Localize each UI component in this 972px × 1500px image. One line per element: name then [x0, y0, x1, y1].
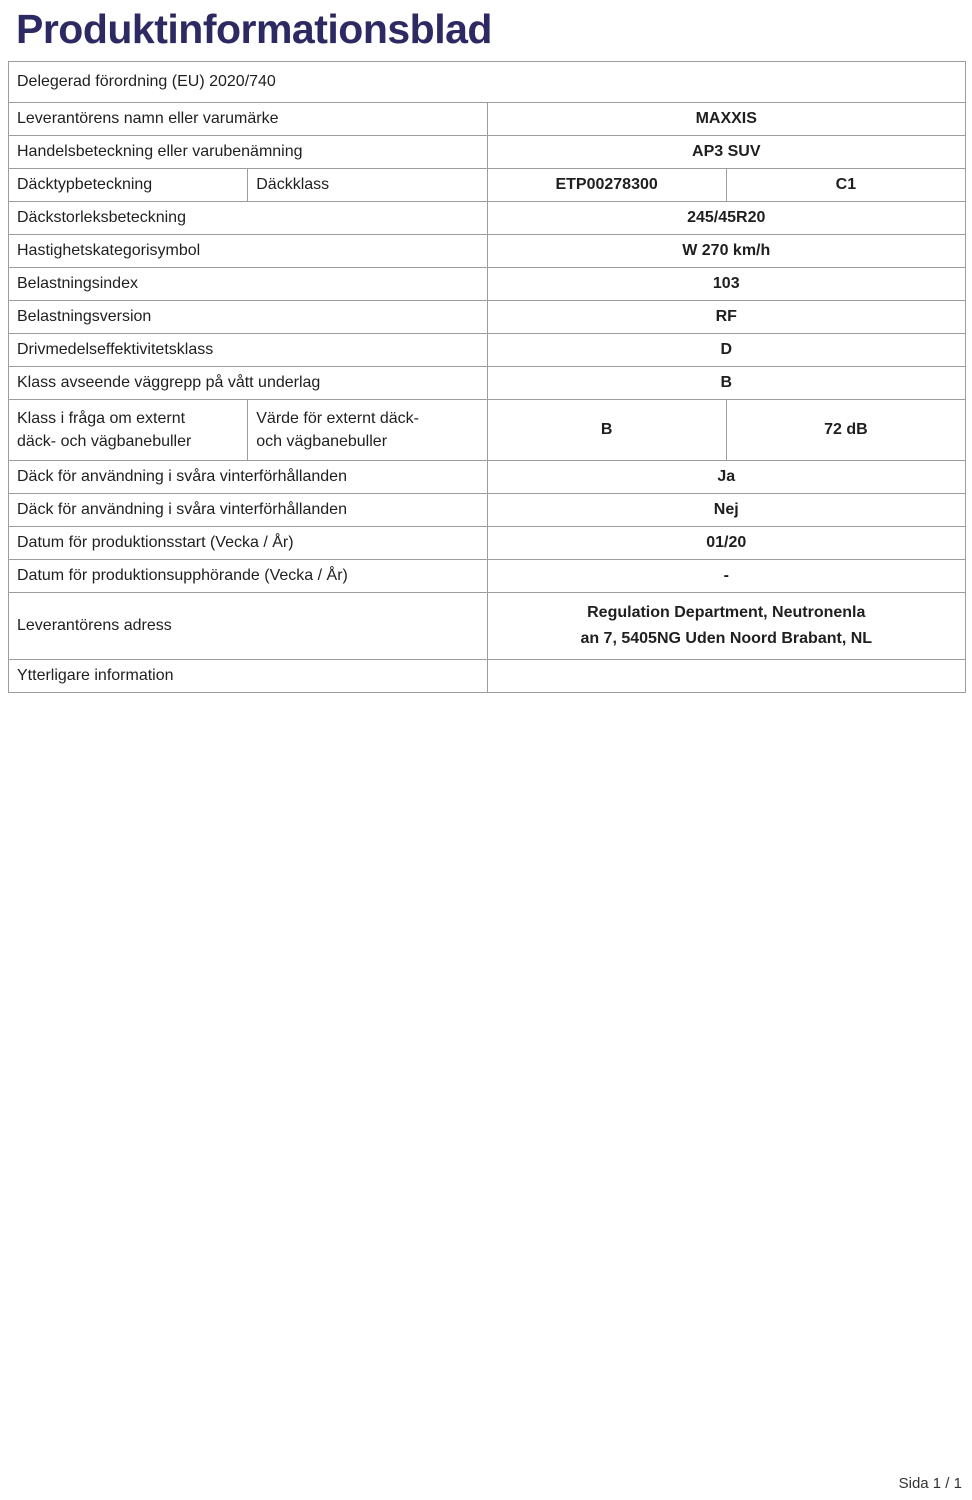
product-info-table [8, 61, 966, 693]
page-title: Produktinformationsblad [16, 6, 492, 52]
load-index-label: Belastningsindex [9, 268, 488, 301]
table-row-severe-ice [9, 494, 966, 527]
supplier-name-label: Leverantörens namn eller varumärke [9, 103, 488, 136]
severe-snow-label: Däck för användning i svåra vinterförhållanden [9, 461, 488, 494]
speed-category-label: Hastighetskategorisymbol [9, 235, 488, 268]
table-row-load-version [9, 301, 966, 334]
severe-snow-value: Ja [487, 461, 966, 494]
supplier-name-value: MAXXIS [487, 103, 966, 136]
wet-grip-value: B [487, 367, 966, 400]
production-end-value: - [487, 560, 966, 593]
table-row-trade-name [9, 136, 966, 169]
load-index-value: 103 [487, 268, 966, 301]
table-row-type-designation [9, 169, 966, 202]
load-version-value: RF [487, 301, 966, 334]
trade-name-value: AP3 SUV [487, 136, 966, 169]
wet-grip-label: Klass avseende väggrepp på vått underlag [9, 367, 488, 400]
fuel-efficiency-label: Drivmedelseffektivitetsklass [9, 334, 488, 367]
supplier-address-value [487, 593, 966, 660]
table-row-production-end [9, 560, 966, 593]
severe-ice-label: Däck för användning i svåra vinterförhållanden [9, 494, 488, 527]
tyre-class-value: C1 [726, 169, 965, 202]
supplier-address-label: Leverantörens adress [9, 593, 488, 660]
address-line: an 7, 5405NG Uden Noord Brabant, NL [580, 630, 873, 648]
size-designation-value: 245/45R20 [487, 202, 966, 235]
tyre-class-label: Däckklass [248, 169, 487, 202]
production-start-value: 01/20 [487, 527, 966, 560]
table-row-speed-category [9, 235, 966, 268]
table-row-size-designation [9, 202, 966, 235]
label-line: Värde för externt däck- [256, 410, 419, 428]
table-row-wet-grip [9, 367, 966, 400]
noise-class-value: B [487, 400, 726, 461]
severe-ice-value: Nej [487, 494, 966, 527]
size-designation-label: Däckstorleksbeteckning [9, 202, 488, 235]
noise-value: 72 dB [726, 400, 965, 461]
table-row-external-noise [9, 400, 966, 461]
label-line: däck- och vägbanebuller [17, 433, 192, 451]
additional-info-value [487, 660, 966, 693]
regulation-text: Delegerad förordning (EU) 2020/740 [9, 62, 966, 103]
fuel-efficiency-value: D [487, 334, 966, 367]
label-line: och vägbanebuller [256, 433, 388, 451]
table-row-additional-info [9, 660, 966, 693]
type-designation-value: ETP00278300 [487, 169, 726, 202]
page-number: Sida 1 / 1 [898, 1475, 962, 1492]
type-designation-label: Däcktypbeteckning [9, 169, 248, 202]
load-version-label: Belastningsversion [9, 301, 488, 334]
additional-info-label: Ytterligare information [9, 660, 488, 693]
table-row-supplier-name [9, 103, 966, 136]
table-row-load-index [9, 268, 966, 301]
noise-class-label [9, 400, 248, 461]
noise-value-label [248, 400, 487, 461]
table-row-severe-snow [9, 461, 966, 494]
label-line: Klass i fråga om externt [17, 410, 186, 428]
speed-category-value: W 270 km/h [487, 235, 966, 268]
table-row-production-start [9, 527, 966, 560]
table-row-fuel-efficiency [9, 334, 966, 367]
production-start-label: Datum för produktionsstart (Vecka / År) [9, 527, 488, 560]
table-row-supplier-address [9, 593, 966, 660]
production-end-label: Datum för produktionsupphörande (Vecka / År) [9, 560, 488, 593]
address-line: Regulation Department, Neutronenla [587, 604, 866, 622]
trade-name-label: Handelsbeteckning eller varubenämning [9, 136, 488, 169]
table-row-regulation [9, 62, 966, 103]
